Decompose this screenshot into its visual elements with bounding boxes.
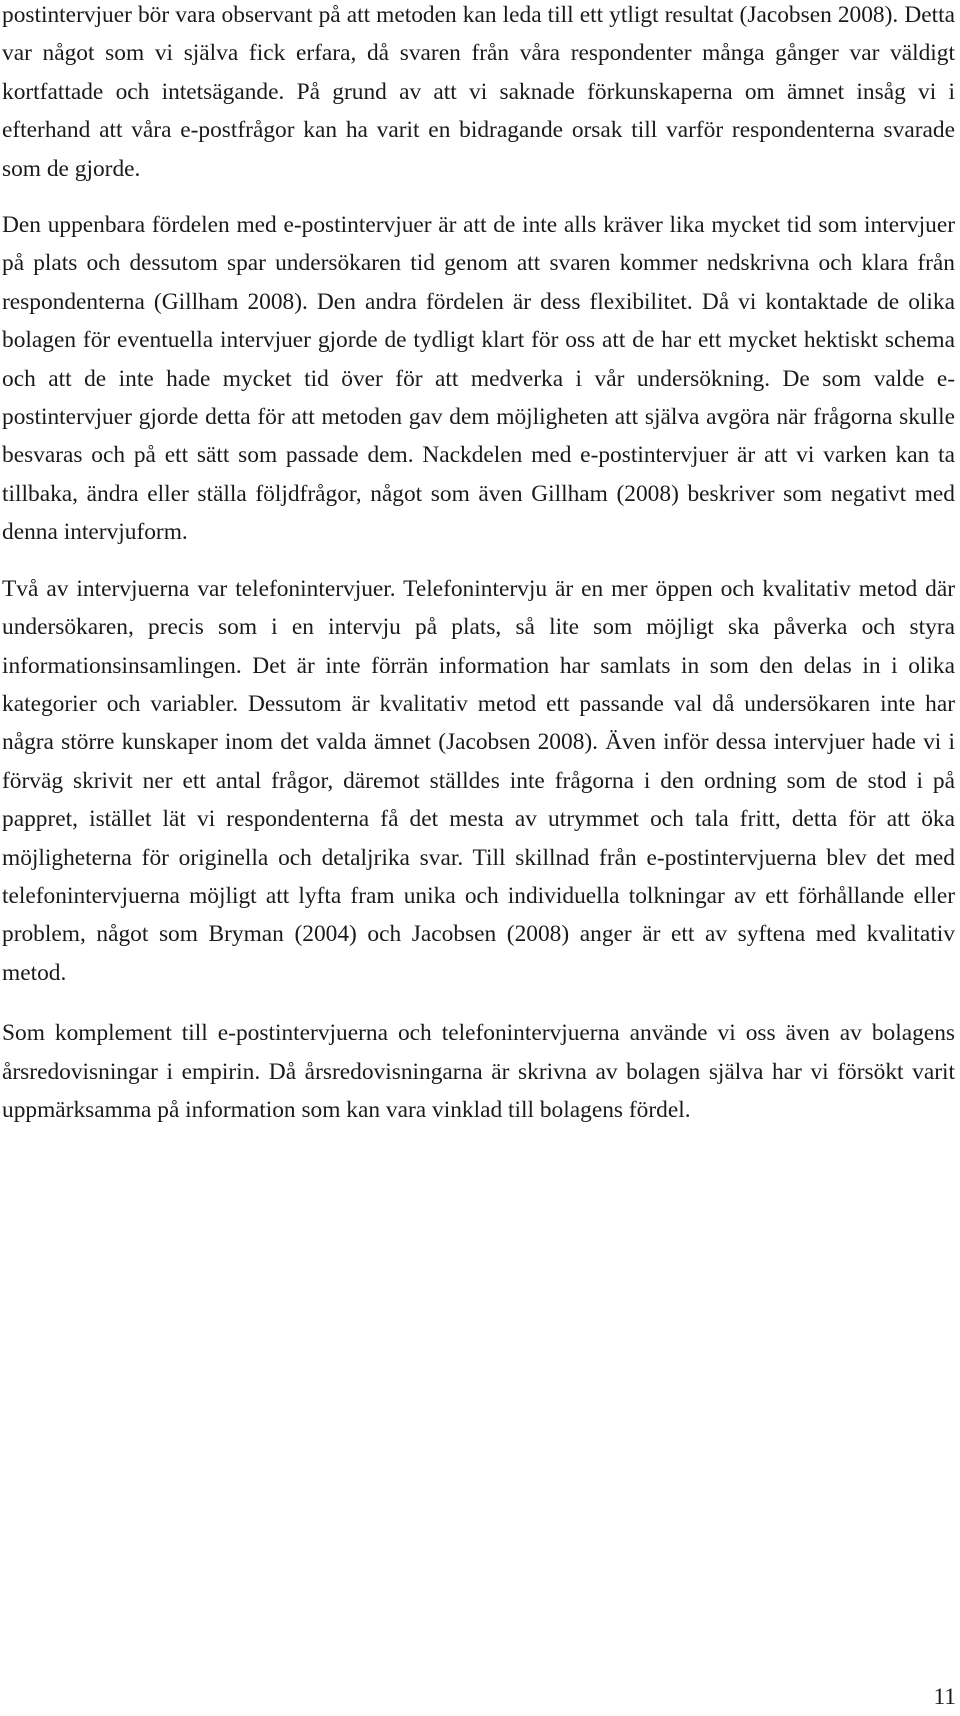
paragraph-telephone-interviews: Två av intervjuerna var telefonintervjuer. Telefonintervju är en mer öppen och kvalitativ metod där undersökaren, precis som i en intervju på plats, så lite som möjligt ska påverka och styra informationsinsamlingen. Det är inte förrän information har samlats in som den delas in i olika kategorier och variabler. Dessutom är kvalitativ metod ett passande val då undersökaren inte har några större kunskaper inom det valda ämnet (Jacobsen 2008). Även inför dessa intervjuer hade vi i förväg skrivit ner ett antal frågor, däremot ställdes inte frågorna i den ordning som de stod i på pappret, istället lät vi respondenterna få det mesta av utrymmet och tala fritt, detta för att öka möjligheterna för originella och detaljrika svar. Till skillnad från e-postintervjuerna blev det med telefonintervjuerna möjligt att lyfta fram unika och individuella tolkningar av ett förhållande eller problem, något som Bryman (2004) och Jacobsen (2008) anger är ett av syftena med kvalitativ metod. [2, 575, 955, 986]
paragraph-annual-reports: Som komplement till e-postintervjuerna och telefonintervjuerna använde vi oss även av bolagens årsredovisningar i empirin. Då årsredovisningarna är skrivna av bolagen själva har vi försökt varit uppmärksamma på information som kan vara vinklad till bolagens fördel. [2, 1020, 955, 1123]
page-number: 11 [933, 1684, 956, 1710]
body-text [2, 0, 955, 1129]
paragraph-email-interview-advantages: Den uppenbara fördelen med e-postintervjuer är att de inte alls kräver lika mycket tid som intervjuer på plats och dessutom spar undersökaren tid genom att svaren kommer nedskrivna och klara från respondenterna (Gillham 2008). Den andra fördelen är dess flexibilitet. Då vi kontaktade de olika bolagen för eventuella intervjuer gjorde de tydligt klart för oss att de har ett mycket hektiskt schema och att de inte hade mycket tid över för att medverka i vår undersökning. De som valde e-postintervjuer gjorde detta för att metoden gav dem möjligheten att själva avgöra när frågorna skulle besvaras och på ett sätt som passade dem. Nackdelen med e-postintervjuer är att vi varken kan ta tillbaka, ändra eller ställa följdfrågor, något som även Gillham (2008) beskriver som negativt med denna intervjuform. [2, 212, 955, 546]
paragraph-email-interview-drawbacks: postintervjuer bör vara observant på att metoden kan leda till ett ytligt resultat (Jacobsen 2008). Detta var något som vi själva fick erfara, då svaren från våra respondenter många gånger var väldigt kortfattade och intetsägande. På grund av att vi saknade förkunskaperna om ämnet insåg vi i efterhand att våra e-postfrågor kan ha varit en bidragande orsak till varför respondenterna svarade som de gjorde. [2, 2, 955, 182]
